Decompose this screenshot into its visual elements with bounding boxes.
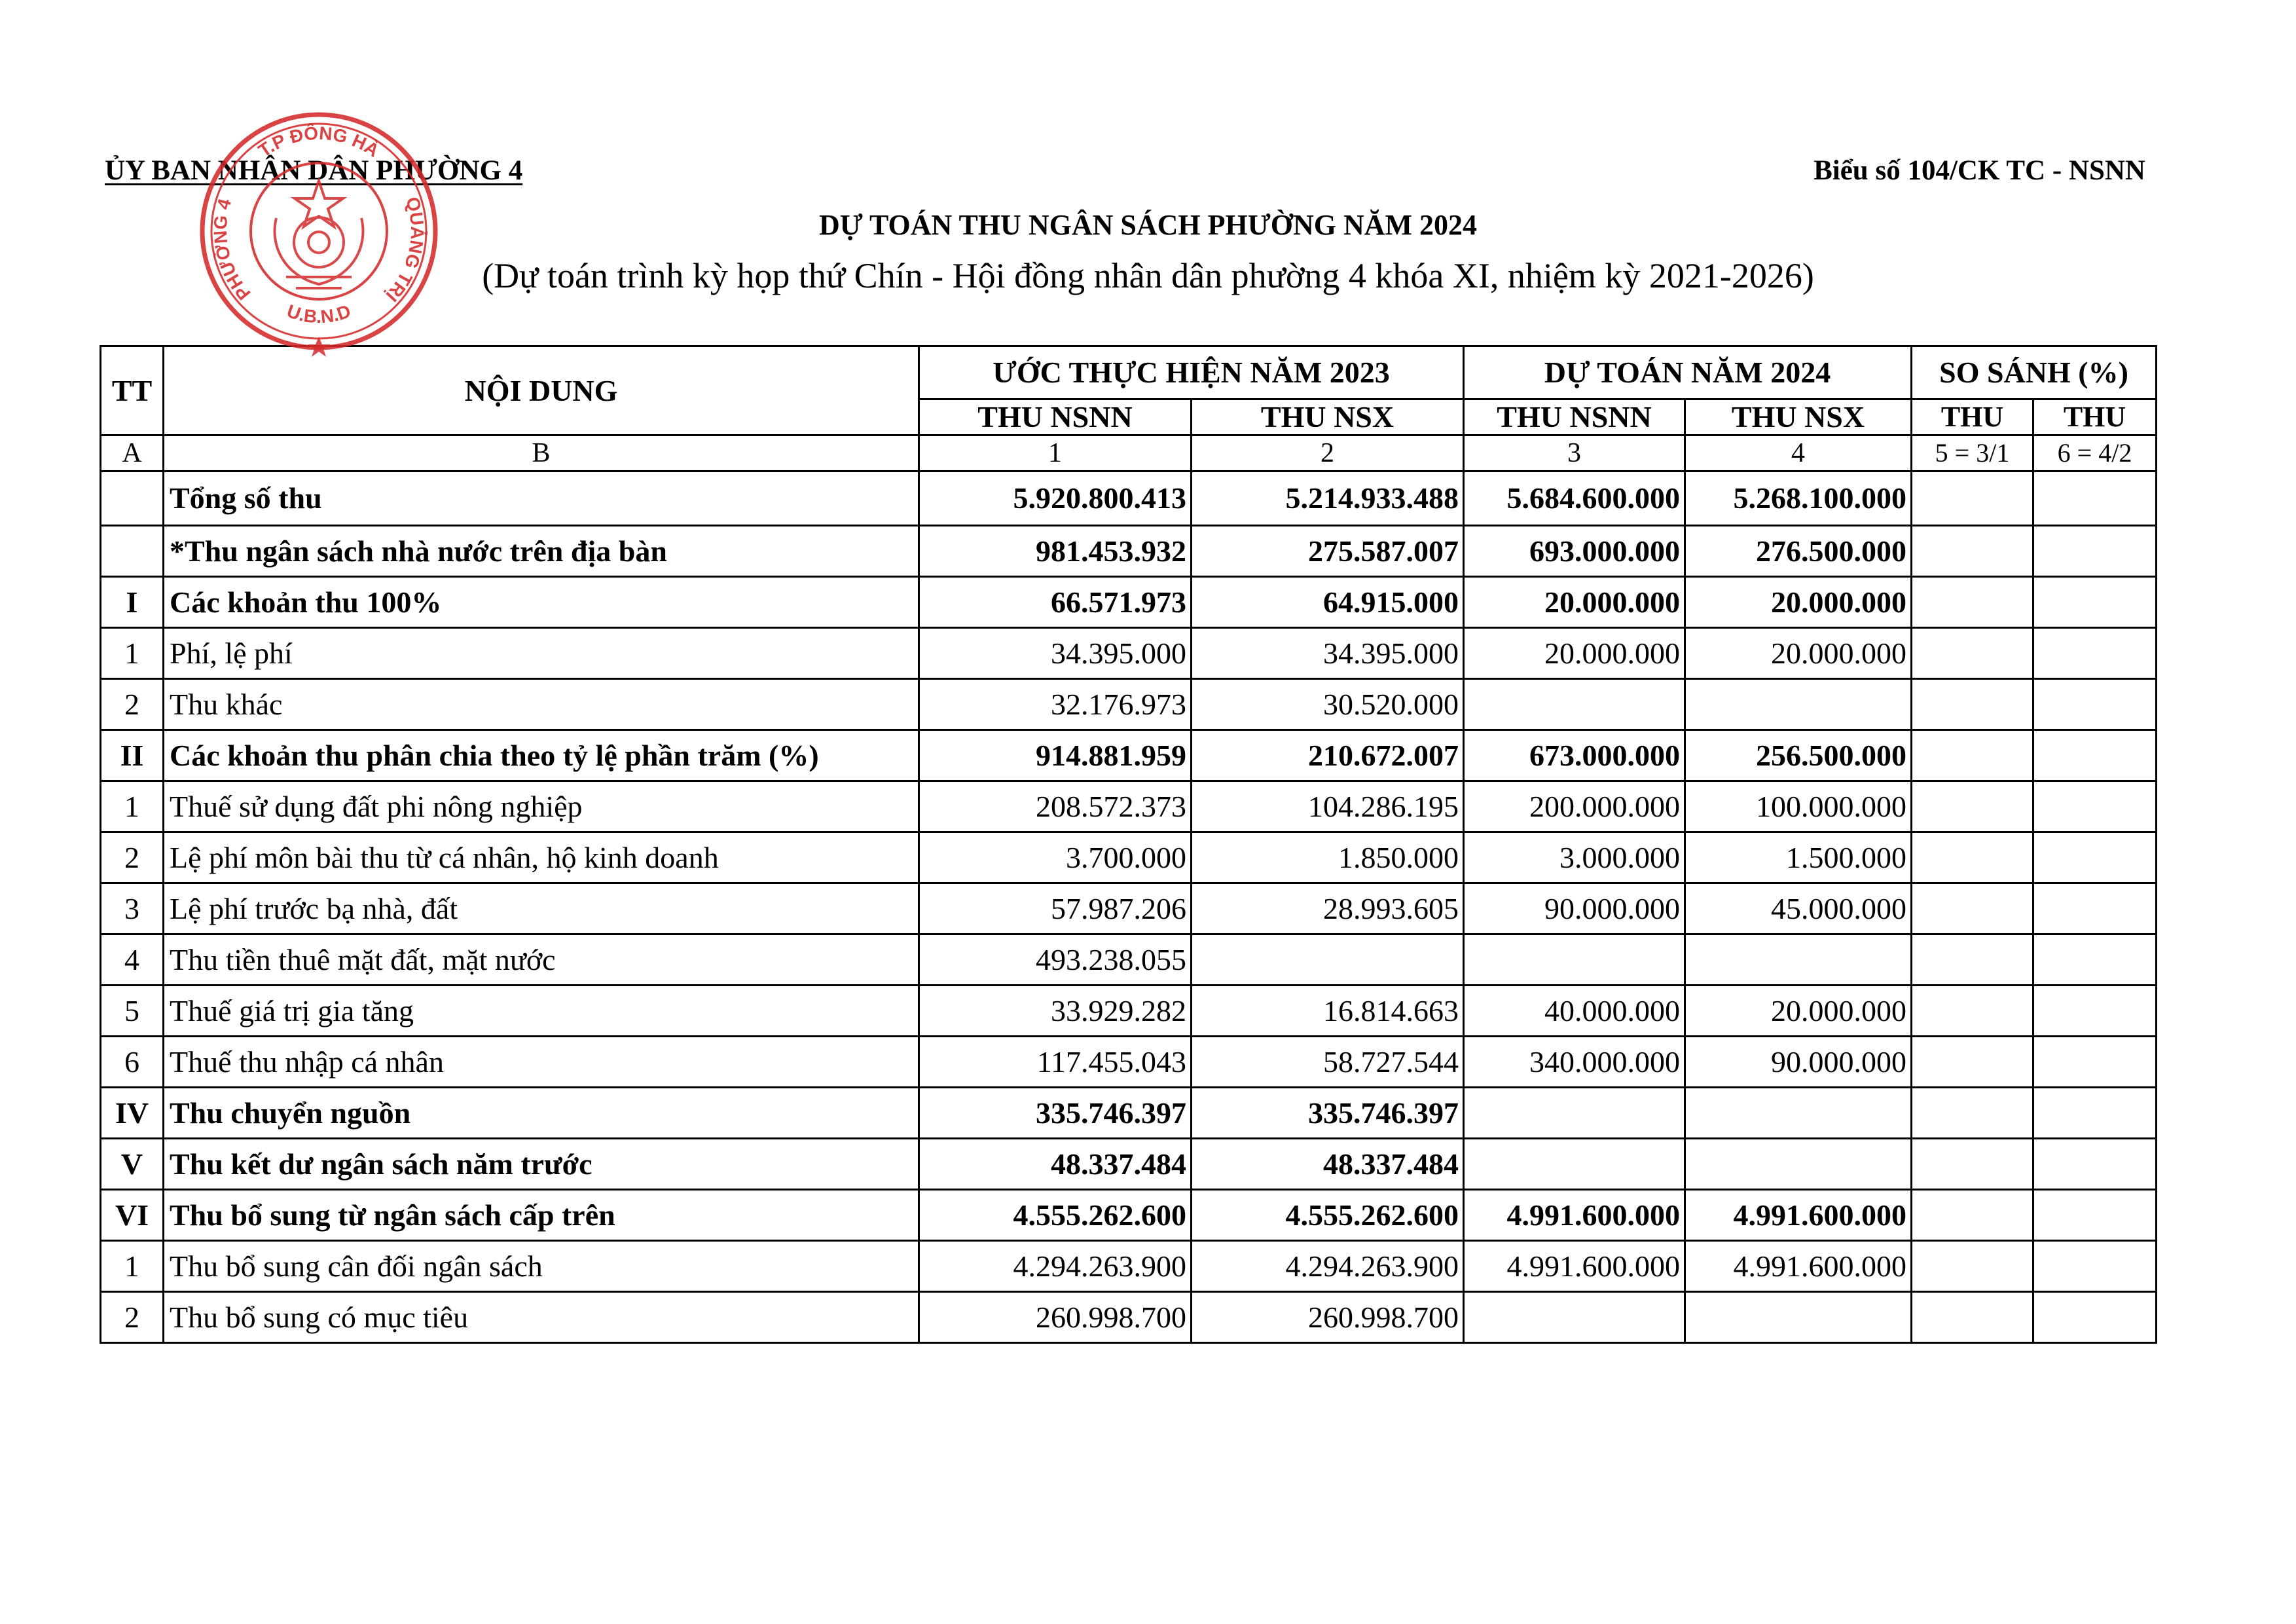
cell-compare-1 (1912, 883, 2033, 934)
cell-compare-2 (2033, 471, 2157, 526)
cell-compare-2 (2033, 628, 2157, 679)
cell-estimate-2023-nsx: 28.993.605 (1192, 883, 1464, 934)
cell-estimate-2023-nsnn: 48.337.484 (919, 1139, 1192, 1190)
cell-compare-1 (1912, 934, 2033, 986)
cell-content: Các khoản thu phân chia theo tỷ lệ phần trăm (%) (164, 730, 919, 781)
svg-text:QUẢNG TRỊ: QUẢNG TRỊ (382, 194, 428, 306)
cell-content: Thu bổ sung có mục tiêu (164, 1292, 919, 1343)
cell-compare-2 (2033, 1292, 2157, 1343)
cell-budget-2024-nsx (1685, 1292, 1912, 1343)
cell-content: Thuế sử dụng đất phi nông nghiệp (164, 781, 919, 832)
cell-tt: 2 (101, 832, 164, 883)
emblem-icon (275, 181, 363, 288)
header-content: NỘI DUNG (164, 346, 919, 435)
cell-budget-2024-nsnn: 3.000.000 (1464, 832, 1685, 883)
cell-estimate-2023-nsx (1192, 934, 1464, 986)
table-row (101, 1292, 2157, 1343)
cell-budget-2024-nsx: 20.000.000 (1685, 577, 1912, 628)
official-seal (178, 103, 460, 359)
cell-tt (101, 471, 164, 526)
cell-budget-2024-nsx: 45.000.000 (1685, 883, 1912, 934)
cell-estimate-2023-nsnn: 981.453.932 (919, 526, 1192, 577)
header-tt: TT (101, 346, 164, 435)
header-compare: SO SÁNH (%) (1912, 346, 2157, 399)
cell-compare-2 (2033, 526, 2157, 577)
cell-estimate-2023-nsnn: 5.920.800.413 (919, 471, 1192, 526)
cell-estimate-2023-nsnn: 4.555.262.600 (919, 1190, 1192, 1241)
cell-budget-2024-nsnn: 340.000.000 (1464, 1037, 1685, 1088)
cell-budget-2024-nsnn: 5.684.600.000 (1464, 471, 1685, 526)
table-row (101, 526, 2157, 577)
header-compare-thu-2: THU (2033, 399, 2157, 435)
cell-estimate-2023-nsx: 48.337.484 (1192, 1139, 1464, 1190)
table-row (101, 577, 2157, 628)
table-row (101, 1241, 2157, 1292)
cell-estimate-2023-nsx: 335.746.397 (1192, 1088, 1464, 1139)
table-row (101, 679, 2157, 730)
cell-compare-1 (1912, 526, 2033, 577)
cell-estimate-2023-nsnn: 335.746.397 (919, 1088, 1192, 1139)
column-code-a: A (101, 435, 164, 471)
cell-compare-1 (1912, 730, 2033, 781)
table-row (101, 934, 2157, 986)
cell-budget-2024-nsx: 4.991.600.000 (1685, 1241, 1912, 1292)
seal-star-icon (308, 337, 330, 357)
seal-text (210, 122, 428, 327)
cell-estimate-2023-nsnn: 34.395.000 (919, 628, 1192, 679)
cell-tt: II (101, 730, 164, 781)
cell-estimate-2023-nsx: 275.587.007 (1192, 526, 1464, 577)
cell-budget-2024-nsx: 20.000.000 (1685, 986, 1912, 1037)
cell-content: Thuế thu nhập cá nhân (164, 1037, 919, 1088)
cell-content: Phí, lệ phí (164, 628, 919, 679)
cell-estimate-2023-nsx: 210.672.007 (1192, 730, 1464, 781)
cell-tt: VI (101, 1190, 164, 1241)
cell-compare-1 (1912, 781, 2033, 832)
cell-budget-2024-nsx: 4.991.600.000 (1685, 1190, 1912, 1241)
column-code-6: 6 = 4/2 (2033, 435, 2157, 471)
cell-content: Thu bổ sung từ ngân sách cấp trên (164, 1190, 919, 1241)
cell-content: Thu khác (164, 679, 919, 730)
cell-compare-2 (2033, 883, 2157, 934)
cell-tt: 2 (101, 1292, 164, 1343)
budget-table (100, 345, 2157, 1344)
cell-compare-1 (1912, 1139, 2033, 1190)
form-number: Biểu số 104/CK TC - NSNN (1813, 155, 2145, 186)
cell-compare-2 (2033, 730, 2157, 781)
header-thu-nsx-2024: THU NSX (1685, 399, 1912, 435)
cell-budget-2024-nsx: 276.500.000 (1685, 526, 1912, 577)
cell-tt: IV (101, 1088, 164, 1139)
header-compare-thu-1: THU (1912, 399, 2033, 435)
cell-compare-1 (1912, 1088, 2033, 1139)
cell-budget-2024-nsx: 100.000.000 (1685, 781, 1912, 832)
cell-estimate-2023-nsnn: 4.294.263.900 (919, 1241, 1192, 1292)
svg-text:PHƯỜNG 4: PHƯỜNG 4 (210, 196, 255, 304)
cell-budget-2024-nsnn (1464, 679, 1685, 730)
document-title: DỰ TOÁN THU NGÂN SÁCH PHƯỜNG NĂM 2024 (818, 209, 1478, 241)
organization-name: ỦY BAN NHÂN DÂN PHƯỜNG 4 (105, 155, 523, 186)
cell-estimate-2023-nsx: 64.915.000 (1192, 577, 1464, 628)
cell-compare-1 (1912, 1037, 2033, 1088)
cell-estimate-2023-nsnn: 33.929.282 (919, 986, 1192, 1037)
column-code-4: 4 (1685, 435, 1912, 471)
cell-tt: 4 (101, 934, 164, 986)
cell-compare-2 (2033, 934, 2157, 986)
table-row (101, 781, 2157, 832)
cell-compare-2 (2033, 986, 2157, 1037)
cell-budget-2024-nsnn: 4.991.600.000 (1464, 1190, 1685, 1241)
cell-tt: 1 (101, 1241, 164, 1292)
cell-tt (101, 526, 164, 577)
cell-estimate-2023-nsnn: 57.987.206 (919, 883, 1192, 934)
column-code-5: 5 = 3/1 (1912, 435, 2033, 471)
table-row (101, 883, 2157, 934)
header-thu-nsnn-2024: THU NSNN (1464, 399, 1685, 435)
cell-compare-2 (2033, 577, 2157, 628)
cell-estimate-2023-nsx: 4.294.263.900 (1192, 1241, 1464, 1292)
cell-compare-2 (2033, 781, 2157, 832)
table-row (101, 986, 2157, 1037)
cell-tt: I (101, 577, 164, 628)
cell-budget-2024-nsx: 256.500.000 (1685, 730, 1912, 781)
table-row (101, 832, 2157, 883)
cell-budget-2024-nsnn: 693.000.000 (1464, 526, 1685, 577)
cell-estimate-2023-nsx: 4.555.262.600 (1192, 1190, 1464, 1241)
cell-estimate-2023-nsx: 58.727.544 (1192, 1037, 1464, 1088)
cell-content: Thu bổ sung cân đối ngân sách (164, 1241, 919, 1292)
cell-estimate-2023-nsx: 260.998.700 (1192, 1292, 1464, 1343)
table-row (101, 471, 2157, 526)
cell-estimate-2023-nsx: 104.286.195 (1192, 781, 1464, 832)
column-code-3: 3 (1464, 435, 1685, 471)
cell-estimate-2023-nsnn: 3.700.000 (919, 832, 1192, 883)
cell-content: Thu tiền thuê mặt đất, mặt nước (164, 934, 919, 986)
cell-tt: 2 (101, 679, 164, 730)
cell-compare-1 (1912, 1292, 2033, 1343)
budget-table-body (101, 471, 2157, 1343)
cell-budget-2024-nsx (1685, 1088, 1912, 1139)
cell-budget-2024-nsnn: 673.000.000 (1464, 730, 1685, 781)
cell-compare-1 (1912, 577, 2033, 628)
cell-estimate-2023-nsx: 34.395.000 (1192, 628, 1464, 679)
cell-budget-2024-nsnn (1464, 1088, 1685, 1139)
cell-content: *Thu ngân sách nhà nước trên địa bàn (164, 526, 919, 577)
cell-compare-2 (2033, 1241, 2157, 1292)
cell-compare-2 (2033, 1190, 2157, 1241)
cell-budget-2024-nsx (1685, 1139, 1912, 1190)
cell-budget-2024-nsx: 20.000.000 (1685, 628, 1912, 679)
cell-budget-2024-nsnn: 200.000.000 (1464, 781, 1685, 832)
cell-tt: 1 (101, 781, 164, 832)
cell-content: Thu kết dư ngân sách năm trước (164, 1139, 919, 1190)
header-estimate-2023: ƯỚC THỰC HIỆN NĂM 2023 (919, 346, 1464, 399)
cell-compare-1 (1912, 1190, 2033, 1241)
cell-estimate-2023-nsnn: 117.455.043 (919, 1037, 1192, 1088)
cell-content: Lệ phí trước bạ nhà, đất (164, 883, 919, 934)
cell-compare-2 (2033, 679, 2157, 730)
cell-compare-1 (1912, 679, 2033, 730)
cell-estimate-2023-nsnn: 208.572.373 (919, 781, 1192, 832)
cell-estimate-2023-nsnn: 32.176.973 (919, 679, 1192, 730)
svg-text:T.P ĐÔNG HÀ: T.P ĐÔNG HÀ (254, 122, 383, 161)
cell-budget-2024-nsx (1685, 679, 1912, 730)
cell-compare-1 (1912, 628, 2033, 679)
cell-budget-2024-nsnn: 90.000.000 (1464, 883, 1685, 934)
table-row (101, 1037, 2157, 1088)
table-row (101, 628, 2157, 679)
cell-content: Thuế giá trị gia tăng (164, 986, 919, 1037)
cell-estimate-2023-nsnn: 493.238.055 (919, 934, 1192, 986)
cell-tt: 6 (101, 1037, 164, 1088)
cell-tt: 3 (101, 883, 164, 934)
cell-estimate-2023-nsx: 30.520.000 (1192, 679, 1464, 730)
cell-estimate-2023-nsnn: 260.998.700 (919, 1292, 1192, 1343)
cell-compare-2 (2033, 1088, 2157, 1139)
table-row (101, 1139, 2157, 1190)
cell-budget-2024-nsnn (1464, 1292, 1685, 1343)
column-code-b: B (164, 435, 919, 471)
cell-estimate-2023-nsx: 5.214.933.488 (1192, 471, 1464, 526)
cell-compare-1 (1912, 986, 2033, 1037)
cell-content: Các khoản thu 100% (164, 577, 919, 628)
cell-tt: 5 (101, 986, 164, 1037)
header-budget-2024: DỰ TOÁN NĂM 2024 (1464, 346, 1912, 399)
cell-compare-2 (2033, 832, 2157, 883)
cell-budget-2024-nsx: 1.500.000 (1685, 832, 1912, 883)
table-row (101, 1190, 2157, 1241)
column-code-2: 2 (1192, 435, 1464, 471)
cell-budget-2024-nsx: 5.268.100.000 (1685, 471, 1912, 526)
cell-budget-2024-nsx (1685, 934, 1912, 986)
cell-budget-2024-nsnn: 20.000.000 (1464, 577, 1685, 628)
cell-compare-2 (2033, 1037, 2157, 1088)
cell-compare-1 (1912, 1241, 2033, 1292)
table-row (101, 1088, 2157, 1139)
cell-budget-2024-nsnn: 40.000.000 (1464, 986, 1685, 1037)
cell-budget-2024-nsnn (1464, 1139, 1685, 1190)
cell-estimate-2023-nsx: 16.814.663 (1192, 986, 1464, 1037)
cell-estimate-2023-nsx: 1.850.000 (1192, 832, 1464, 883)
table-row (101, 730, 2157, 781)
cell-compare-1 (1912, 832, 2033, 883)
document-subtitle: (Dự toán trình kỳ họp thứ Chín - Hội đồng nhân dân phường 4 khóa XI, nhiệm kỳ 2021-2026) (482, 256, 1814, 295)
cell-budget-2024-nsx: 90.000.000 (1685, 1037, 1912, 1088)
column-code-1: 1 (919, 435, 1192, 471)
cell-estimate-2023-nsnn: 914.881.959 (919, 730, 1192, 781)
cell-content: Thu chuyển nguồn (164, 1088, 919, 1139)
header-thu-nsnn-2023: THU NSNN (919, 399, 1192, 435)
cell-compare-1 (1912, 471, 2033, 526)
header-thu-nsx-2023: THU NSX (1192, 399, 1464, 435)
cell-compare-2 (2033, 1139, 2157, 1190)
cell-budget-2024-nsnn (1464, 934, 1685, 986)
svg-text:U.B.N.D: U.B.N.D (284, 301, 354, 327)
cell-content: Tổng số thu (164, 471, 919, 526)
cell-budget-2024-nsnn: 4.991.600.000 (1464, 1241, 1685, 1292)
cell-tt: 1 (101, 628, 164, 679)
cell-budget-2024-nsnn: 20.000.000 (1464, 628, 1685, 679)
cell-tt: V (101, 1139, 164, 1190)
cell-content: Lệ phí môn bài thu từ cá nhân, hộ kinh doanh (164, 832, 919, 883)
cell-estimate-2023-nsnn: 66.571.973 (919, 577, 1192, 628)
